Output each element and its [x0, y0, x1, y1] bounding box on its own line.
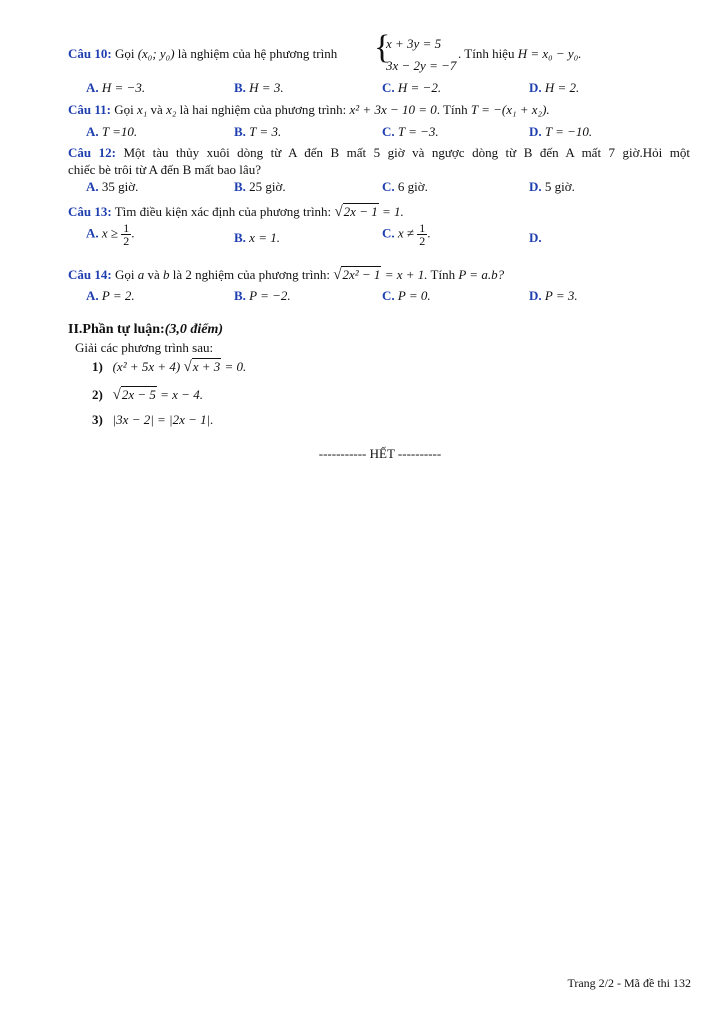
math-rhs: = x − 4.: [160, 387, 203, 402]
option-d[interactable]: D. 5 giờ.: [529, 179, 575, 194]
option-b[interactable]: B. x = 1.: [234, 230, 280, 245]
math-rhs: = x + 1.: [384, 267, 428, 282]
option-c[interactable]: C. T = −3.: [382, 124, 439, 139]
problem-number: 1): [92, 359, 103, 374]
problem-2: [92, 387, 203, 404]
system-eq1: x + 3y = 5: [386, 36, 442, 51]
question-11: [68, 102, 550, 118]
end-mark: ----------- HẾT ----------: [318, 446, 442, 461]
option-c[interactable]: C. x ≠ $\frac{1}{2}$ .: [382, 221, 431, 248]
question-10-tail: [458, 46, 581, 62]
section-heading: II.Phần tự luận:: [68, 322, 165, 337]
question-label: Câu 14:: [68, 267, 112, 282]
math-target: T = −(x₁ + x₂).: [470, 102, 550, 117]
math-equation: x² + 3x − 10 = 0: [349, 102, 437, 117]
fraction: $\frac{1}{2}$: [419, 221, 426, 248]
option-d[interactable]: D. P = 3.: [529, 288, 578, 303]
system-eq2: 3x − 2y = −7: [386, 58, 457, 73]
math-rhs: = 1.: [381, 204, 404, 219]
math-target: H = x₀ − y₀.: [517, 46, 582, 61]
radicand: x + 3: [192, 359, 221, 374]
question-14: [68, 267, 504, 284]
option-a[interactable]: A. 35 giờ.: [86, 179, 139, 194]
option-b[interactable]: B. 25 giờ.: [234, 179, 286, 194]
question-label: Câu 11:: [68, 102, 111, 117]
section-points: (3,0 điểm): [164, 322, 224, 337]
math-poly: (x² + 5x + 4): [112, 359, 181, 374]
question-text: Một tàu thủy xuôi dòng từ A đến B mất 5 giờ và ngược dòng từ B đến A mất 7 giờ.Hỏi một: [123, 145, 690, 160]
section-intro: Giải các phương trình sau:: [75, 340, 214, 355]
radicand: 2x − 1: [343, 204, 378, 219]
sqrt-sign: √: [334, 204, 343, 220]
problem-number: 3): [92, 412, 103, 427]
question-12-line2: chiếc bè trôi từ A đến B mất bao lâu?: [68, 162, 261, 177]
sqrt-sign: √: [183, 359, 192, 375]
option-a[interactable]: A. T =10.: [86, 124, 138, 139]
question-text: là nghiệm của hệ phương trình: [177, 46, 338, 61]
radicand: 2x² − 1: [342, 267, 381, 282]
question-12: [68, 145, 690, 161]
question-text: là 2 nghiệm của phương trình:: [172, 267, 330, 282]
section-title: [68, 322, 223, 338]
math-pair: (x₀; y₀): [137, 46, 175, 61]
math-var: x₂: [166, 102, 177, 117]
math-var: b: [162, 267, 170, 282]
option-d[interactable]: D. T = −10.: [529, 124, 593, 139]
option-c[interactable]: C. H = −2.: [382, 80, 442, 95]
math-target: P = a.b?: [458, 267, 505, 282]
option-d[interactable]: D. H = 2.: [529, 80, 580, 95]
question-text: là hai nghiệm của phương trình:: [179, 102, 347, 117]
question-label: Câu 10:: [68, 46, 112, 61]
math-equation: |3x − 2| = |2x − 1|.: [112, 412, 214, 427]
question-text: Gọi: [114, 267, 135, 282]
radicand: 2x − 5: [121, 387, 156, 402]
page-footer: Trang 2/2 - Mã đề thi 132: [567, 976, 691, 990]
problem-number: 2): [92, 387, 103, 402]
fraction: $\frac{1}{2}$: [123, 221, 130, 248]
question-text: Gọi: [114, 46, 135, 61]
question-text: Tính: [430, 267, 456, 282]
question-label: Câu 12:: [68, 145, 116, 160]
problem-3: [92, 412, 214, 428]
option-a[interactable]: A. x ≥ $\frac{1}{2}$ .: [86, 221, 135, 248]
question-text: và: [150, 102, 163, 117]
question-text: và: [147, 267, 160, 282]
math-rhs: = 0.: [224, 359, 247, 374]
question-label: Câu 13:: [68, 204, 112, 219]
question-text: . Tính: [436, 102, 468, 117]
option-b[interactable]: B. T = 3.: [234, 124, 282, 139]
question-text: Gọi: [114, 102, 134, 117]
option-a[interactable]: A. P = 2.: [86, 288, 135, 303]
option-c[interactable]: C. P = 0.: [382, 288, 431, 303]
question-text: . Tính hiệu: [458, 46, 515, 61]
option-c[interactable]: C. 6 giờ.: [382, 179, 428, 194]
option-b[interactable]: B. H = 3.: [234, 80, 284, 95]
sqrt-sign: √: [112, 387, 121, 403]
system-brace: {: [374, 29, 391, 66]
option-b[interactable]: B. P = −2.: [234, 288, 291, 303]
question-13: [68, 204, 404, 221]
question-text: Tìm điều kiện xác định của phương trình:: [114, 204, 332, 219]
question-10: [68, 46, 337, 62]
sqrt-sign: √: [333, 267, 342, 283]
math-var: x₁: [136, 102, 148, 117]
option-d[interactable]: D.: [529, 230, 542, 245]
math-var: a: [137, 267, 145, 282]
problem-1: [92, 359, 246, 376]
option-a[interactable]: A. H = −3.: [86, 80, 146, 95]
